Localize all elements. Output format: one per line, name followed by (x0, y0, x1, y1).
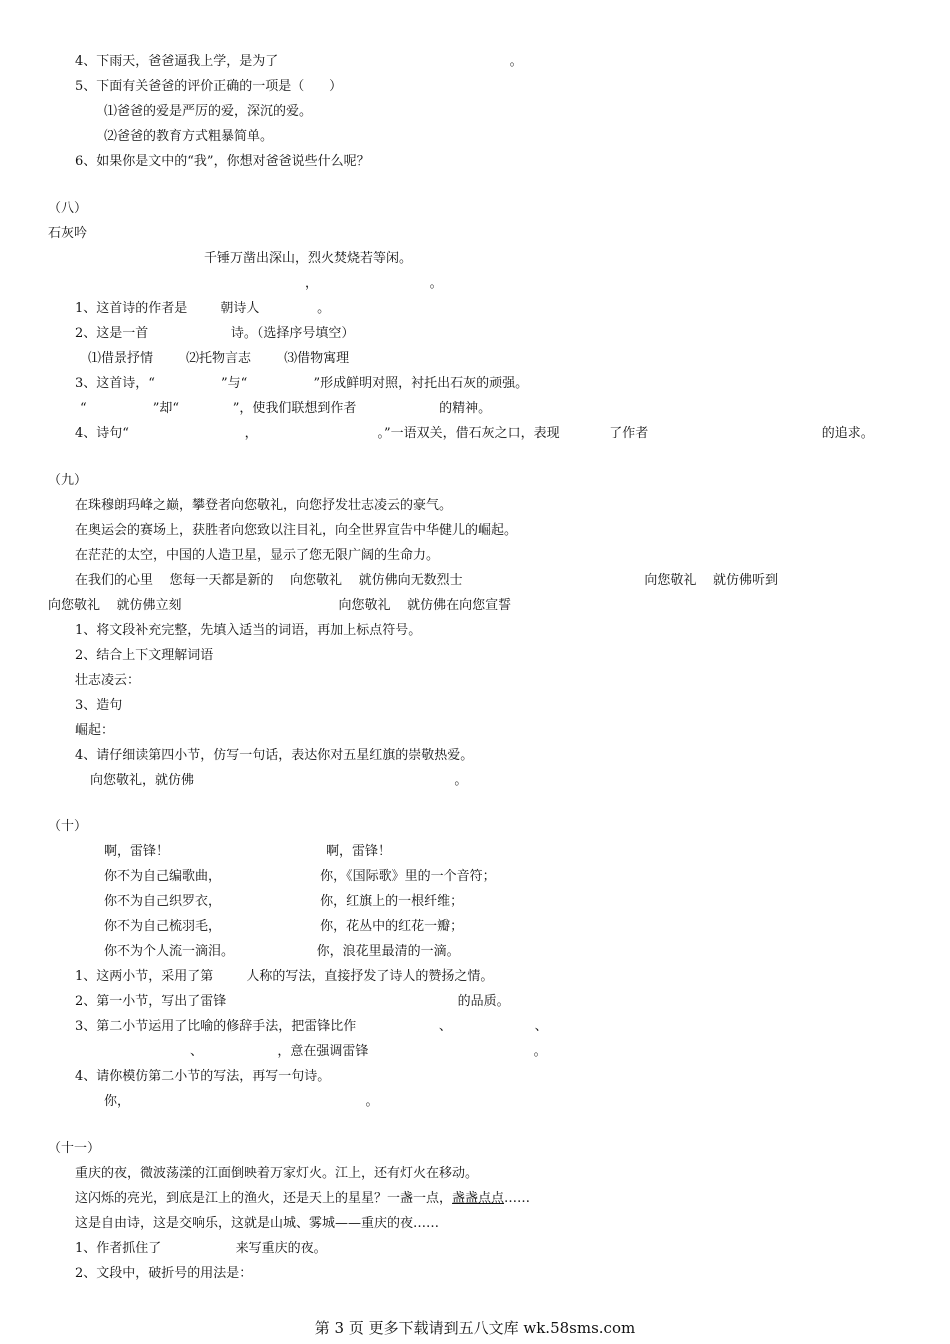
passage-11-line-2-text: 这闪烁的亮光，到底是江上的渔火，还是天上的星星？一盏一点， (75, 1191, 453, 1206)
question-8-4: 4、诗句“ ， 。”一语双关，借石灰之口，表现 了作者 的追求。 (75, 426, 874, 441)
question-7-5: 5、下面有关爸爸的评价正确的一项是（ ） (75, 79, 343, 94)
term-zhuangzhilingyun: 壮志凌云： (75, 673, 141, 688)
passage-11-line-1: 重庆的夜，微波荡漾的江面倒映着万家灯火。江上，还有灯火在移动。 (75, 1166, 479, 1181)
passage-9-line-5: 向您敬礼 就仿佛立刻 向您敬礼 就仿佛在向您宣誓 (48, 598, 512, 613)
poem-10-line-3: 你不为自己织罗衣， 你，红旗上的一根纤维； (104, 894, 464, 909)
question-9-4-answer: 向您敬礼，就仿佛 。 (90, 773, 468, 788)
poem-10-line-5: 你不为个人流一滴泪。 你，浪花里最清的一滴。 (104, 944, 460, 959)
question-8-3-cont: “ ”却“ ”，使我们联想到作者 的精神。 (80, 401, 492, 416)
passage-9-line-1: 在珠穆朗玛峰之巅，攀登者向您敬礼，向您抒发壮志凌云的豪气。 (75, 498, 453, 513)
poem-10-line-4: 你不为自己梳羽毛， 你，花丛中的红花一瓣； (104, 919, 464, 934)
options-8-2: ⑴借景抒情 ⑵托物言志 ⑶借物寓理 (88, 351, 350, 366)
page-footer: 第 3 页 更多下载请到五八文库 wk.58sms.com (314, 1319, 636, 1337)
question-10-3: 3、第二小节运用了比喻的修辞手法，把雷锋比作 、 、 (75, 1019, 548, 1034)
passage-11-line-3: 这是自由诗，这是交响乐，这就是山城、雾城——重庆的夜…… (75, 1216, 440, 1231)
poem-10-line-1: 啊，雷锋！ 啊，雷锋！ (104, 844, 392, 859)
question-11-1: 1、作者抓住了 来写重庆的夜。 (75, 1241, 327, 1256)
poem-line-2: ， 。 (305, 276, 443, 291)
poem-title: 石灰吟 (48, 226, 88, 241)
question-9-1: 1、将文段补充完整，先填入适当的词语，再加上标点符号。 (75, 623, 422, 638)
poem-line-1: 千锤万凿出深山，烈火焚烧若等闲。 (204, 251, 413, 266)
section-10-heading: （十） (48, 819, 88, 834)
question-8-1: 1、这首诗的作者是 朝诗人 。 (75, 301, 331, 316)
question-7-6: 6、如果你是文中的“我”，你想对爸爸说些什么呢？ (75, 154, 370, 169)
section-11-heading: （十一） (48, 1141, 101, 1156)
passage-11-line-2 (75, 1190, 530, 1208)
term-jueqi: 崛起： (75, 723, 115, 738)
ellipsis: …… (504, 1191, 531, 1206)
question-9-2: 2、结合上下文理解词语 (75, 648, 214, 663)
passage-9-line-2: 在奥运会的赛场上，获胜者向您致以注目礼，向全世界宣告中华健儿的崛起。 (75, 523, 518, 538)
question-10-4-answer: 你， 。 (104, 1094, 379, 1109)
option-7-5-1: ⑴爸爸的爱是严厉的爱，深沉的爱。 (104, 104, 313, 119)
question-9-4: 4、请仔细读第四小节，仿写一句话，表达你对五星红旗的崇敬热爱。 (75, 748, 474, 763)
poem-10-line-2: 你不为自己编歌曲， 你，《国际歌》里的一个音符； (104, 869, 496, 884)
question-10-3-cont: 、 ，意在强调雷锋 。 (190, 1044, 547, 1059)
question-8-2: 2、这是一首 诗。（选择序号填空） (75, 326, 355, 341)
question-7-4: 4、下雨天，爸爸逼我上学，是为了 。 (75, 54, 523, 69)
section-8-heading: （八） (48, 201, 88, 216)
question-10-2: 2、第一小节，写出了雷锋 的品质。 (75, 994, 510, 1009)
passage-9-line-4: 在我们的心里 您每一天都是新的 向您敬礼 就仿佛向无数烈士 向您敬礼 就仿佛听到 (75, 573, 778, 588)
underlined-phrase: 盏盏点点 (452, 1191, 505, 1206)
question-8-3: 3、这首诗，“ ”与“ ”形成鲜明对照，衬托出石灰的顽强。 (75, 376, 529, 391)
passage-9-line-3: 在茫茫的太空，中国的人造卫星，显示了您无限广阔的生命力。 (75, 548, 440, 563)
option-7-5-2: ⑵爸爸的教育方式粗暴简单。 (104, 129, 274, 144)
question-11-2: 2、文段中，破折号的用法是： (75, 1266, 253, 1281)
question-9-3: 3、造句 (75, 698, 123, 713)
question-10-4: 4、请你模仿第二小节的写法，再写一句诗。 (75, 1069, 331, 1084)
section-9-heading: （九） (48, 473, 88, 488)
question-10-1: 1、这两小节，采用了第 人称的写法，直接抒发了诗人的赞扬之情。 (75, 969, 494, 984)
